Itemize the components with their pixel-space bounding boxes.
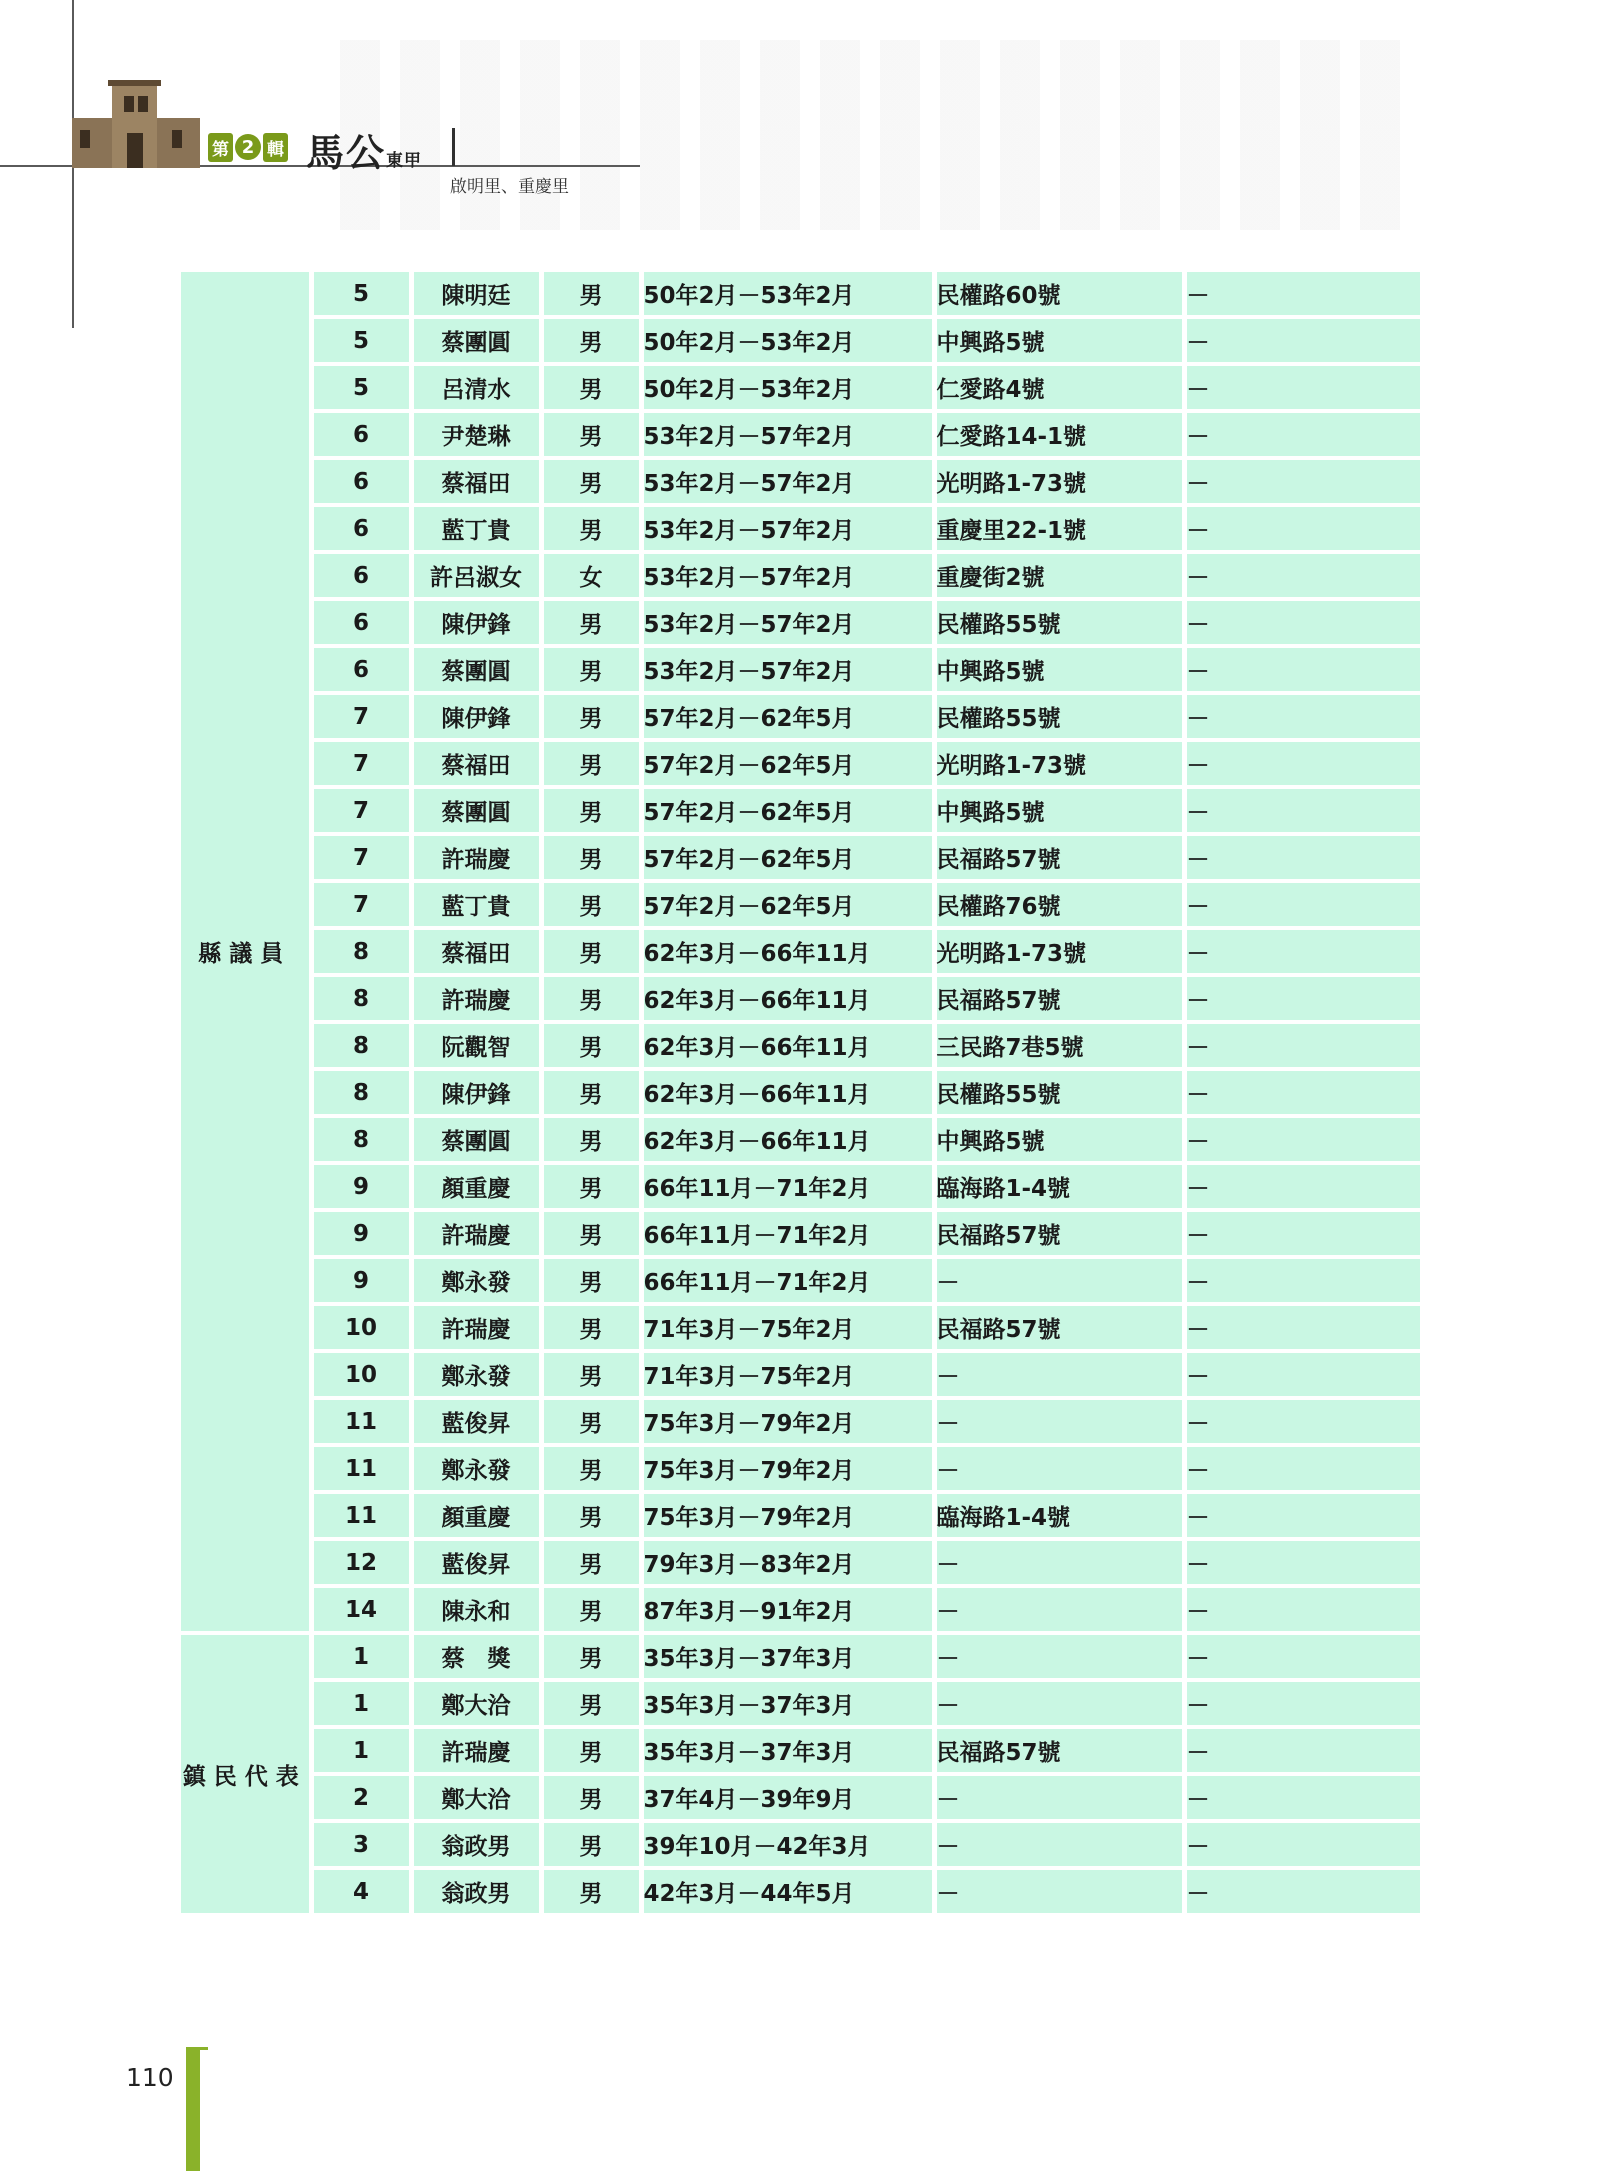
member-name: 藍丁貴 [411,505,541,552]
member-note: － [1184,1351,1420,1398]
table-row [181,1116,1420,1163]
term-period: 42年3月－44年5月 [641,1868,934,1915]
member-address: － [934,1586,1184,1633]
chapter-badge [208,132,288,162]
member-name: 許瑞慶 [411,834,541,881]
term-number: 8 [311,928,411,975]
member-note: － [1184,740,1420,787]
member-address: 民權路55號 [934,693,1184,740]
term-period: 79年3月－83年2月 [641,1539,934,1586]
page-number: 110 [126,2063,174,2092]
term-number: 10 [311,1351,411,1398]
term-number: 11 [311,1445,411,1492]
term-period: 35年3月－37年3月 [641,1633,934,1680]
member-address: 仁愛路4號 [934,364,1184,411]
member-address: 民權路76號 [934,881,1184,928]
term-number: 9 [311,1257,411,1304]
member-name: 鄭永發 [411,1445,541,1492]
member-note: － [1184,881,1420,928]
member-address: 中興路5號 [934,1116,1184,1163]
term-period: 62年3月－66年11月 [641,975,934,1022]
term-period: 62年3月－66年11月 [641,1116,934,1163]
term-number: 11 [311,1398,411,1445]
term-period: 50年2月－53年2月 [641,272,934,317]
term-period: 71年3月－75年2月 [641,1304,934,1351]
member-name: 蔡 獎 [411,1633,541,1680]
term-number: 7 [311,787,411,834]
term-number: 4 [311,1868,411,1915]
term-period: 66年11月－71年2月 [641,1210,934,1257]
term-number: 7 [311,881,411,928]
member-address: 民福路57號 [934,1304,1184,1351]
member-sex: 男 [541,928,641,975]
member-note: － [1184,646,1420,693]
member-sex: 男 [541,411,641,458]
member-note: － [1184,1022,1420,1069]
table-row [181,1163,1420,1210]
member-note: － [1184,505,1420,552]
member-note: － [1184,1445,1420,1492]
member-address: － [934,1680,1184,1727]
member-address: － [934,1821,1184,1868]
member-note: － [1184,1257,1420,1304]
member-sex: 男 [541,787,641,834]
member-address: － [934,1774,1184,1821]
member-address: － [934,1398,1184,1445]
term-period: 57年2月－62年5月 [641,787,934,834]
term-period: 71年3月－75年2月 [641,1351,934,1398]
member-name: 顏重慶 [411,1492,541,1539]
term-period: 62年3月－66年11月 [641,928,934,975]
member-address: 重慶街2號 [934,552,1184,599]
member-name: 許呂淑女 [411,552,541,599]
member-address: － [934,1351,1184,1398]
member-name: 蔡福田 [411,928,541,975]
member-address: － [934,1445,1184,1492]
term-period: 53年2月－57年2月 [641,646,934,693]
member-sex: 男 [541,646,641,693]
member-sex: 男 [541,1257,641,1304]
member-name: 許瑞慶 [411,1304,541,1351]
member-name: 蔡團圓 [411,787,541,834]
term-number: 5 [311,317,411,364]
member-name: 蔡團圓 [411,317,541,364]
table-row [181,1351,1420,1398]
term-period: 75年3月－79年2月 [641,1445,934,1492]
member-address: 臨海路1-4號 [934,1492,1184,1539]
member-name: 許瑞慶 [411,1210,541,1257]
term-period: 57年2月－62年5月 [641,881,934,928]
term-number: 1 [311,1680,411,1727]
member-note: － [1184,834,1420,881]
term-number: 7 [311,740,411,787]
term-period: 66年11月－71年2月 [641,1163,934,1210]
member-sex: 男 [541,975,641,1022]
member-note: － [1184,364,1420,411]
section-subtitle: 啟明里、重慶里 [450,177,569,197]
book-title-main: 馬公 [306,130,387,175]
member-sex: 男 [541,693,641,740]
member-address: － [934,1633,1184,1680]
table-row [181,646,1420,693]
title-divider [452,128,455,166]
table-row [181,599,1420,646]
member-sex: 男 [541,317,641,364]
table-row [181,1069,1420,1116]
member-name: 藍俊昇 [411,1398,541,1445]
member-note: － [1184,1492,1420,1539]
member-name: 蔡福田 [411,740,541,787]
chapter-prefix: 第 [208,133,233,162]
term-period: 66年11月－71年2月 [641,1257,934,1304]
member-sex: 男 [541,1680,641,1727]
table-row [181,693,1420,740]
term-period: 50年2月－53年2月 [641,364,934,411]
table-row [181,317,1420,364]
member-sex: 男 [541,505,641,552]
member-note: － [1184,1727,1420,1774]
member-address: 民權路55號 [934,599,1184,646]
member-sex: 男 [541,1821,641,1868]
table-row [181,881,1420,928]
table-row [181,975,1420,1022]
table-row [181,834,1420,881]
member-address: 光明路1-73號 [934,928,1184,975]
table-row [181,505,1420,552]
table-row [181,1257,1420,1304]
role-label: 縣議員 [181,272,311,1633]
member-name: 呂清水 [411,364,541,411]
member-sex: 男 [541,1445,641,1492]
member-note: － [1184,975,1420,1022]
member-name: 蔡團圓 [411,1116,541,1163]
member-sex: 男 [541,881,641,928]
member-address: 臨海路1-4號 [934,1163,1184,1210]
chapter-suffix: 輯 [263,133,288,162]
member-note: － [1184,411,1420,458]
member-address: 中興路5號 [934,787,1184,834]
member-sex: 男 [541,1210,641,1257]
member-note: － [1184,317,1420,364]
footer-accent-bar [186,2050,200,2171]
term-period: 53年2月－57年2月 [641,505,934,552]
table-row [181,1586,1420,1633]
term-number: 7 [311,693,411,740]
member-note: － [1184,1868,1420,1915]
member-address: 光明路1-73號 [934,458,1184,505]
member-note: － [1184,1304,1420,1351]
member-name: 陳明廷 [411,272,541,317]
term-period: 35年3月－37年3月 [641,1727,934,1774]
member-address: 三民路7巷5號 [934,1022,1184,1069]
term-period: 75年3月－79年2月 [641,1398,934,1445]
member-note: － [1184,599,1420,646]
term-period: 62年3月－66年11月 [641,1069,934,1116]
term-period: 57年2月－62年5月 [641,693,934,740]
term-number: 6 [311,505,411,552]
table-row [181,1445,1420,1492]
member-note: － [1184,1821,1420,1868]
term-number: 5 [311,272,411,317]
term-number: 10 [311,1304,411,1351]
representatives-table [181,272,1420,1917]
member-name: 鄭大洽 [411,1680,541,1727]
term-period: 53年2月－57年2月 [641,411,934,458]
member-name: 陳伊鋒 [411,599,541,646]
term-number: 9 [311,1210,411,1257]
table-row [181,1868,1420,1915]
member-address: 仁愛路14-1號 [934,411,1184,458]
table-row [181,1304,1420,1351]
member-sex: 男 [541,599,641,646]
member-note: － [1184,1398,1420,1445]
term-period: 37年4月－39年9月 [641,1774,934,1821]
member-note: － [1184,1586,1420,1633]
term-number: 5 [311,364,411,411]
term-number: 2 [311,1774,411,1821]
member-name: 鄭永發 [411,1257,541,1304]
term-number: 11 [311,1492,411,1539]
member-note: － [1184,458,1420,505]
table-row [181,787,1420,834]
member-note: － [1184,1069,1420,1116]
term-number: 8 [311,975,411,1022]
table-row [181,552,1420,599]
member-note: － [1184,1210,1420,1257]
term-number: 3 [311,1821,411,1868]
table-row [181,272,1420,317]
member-address: 中興路5號 [934,646,1184,693]
member-address: 重慶里22-1號 [934,505,1184,552]
term-number: 8 [311,1069,411,1116]
member-note: － [1184,928,1420,975]
member-name: 許瑞慶 [411,1727,541,1774]
member-address: 民福路57號 [934,1210,1184,1257]
term-number: 7 [311,834,411,881]
member-sex: 男 [541,740,641,787]
member-note: － [1184,693,1420,740]
member-address: 民福路57號 [934,834,1184,881]
term-period: 53年2月－57年2月 [641,599,934,646]
member-sex: 男 [541,1868,641,1915]
term-period: 53年2月－57年2月 [641,552,934,599]
member-sex: 男 [541,1774,641,1821]
table-row [181,1727,1420,1774]
member-address: 民權路60號 [934,272,1184,317]
member-sex: 男 [541,1539,641,1586]
member-sex: 男 [541,1351,641,1398]
member-note: － [1184,1633,1420,1680]
member-sex: 男 [541,834,641,881]
member-sex: 男 [541,1586,641,1633]
member-sex: 男 [541,1492,641,1539]
member-sex: 男 [541,1163,641,1210]
term-period: 53年2月－57年2月 [641,458,934,505]
term-number: 8 [311,1116,411,1163]
member-note: － [1184,1539,1420,1586]
chapter-number: 2 [235,134,261,160]
member-sex: 男 [541,1022,641,1069]
member-address: 中興路5號 [934,317,1184,364]
member-name: 翁政男 [411,1868,541,1915]
term-period: 75年3月－79年2月 [641,1492,934,1539]
term-number: 6 [311,458,411,505]
member-name: 鄭永發 [411,1351,541,1398]
member-address: 民福路57號 [934,975,1184,1022]
term-number: 6 [311,552,411,599]
member-name: 陳伊鋒 [411,1069,541,1116]
table-row [181,1022,1420,1069]
member-name: 陳伊鋒 [411,693,541,740]
member-sex: 女 [541,552,641,599]
member-sex: 男 [541,1633,641,1680]
table-row [181,364,1420,411]
term-number: 1 [311,1727,411,1774]
table-row [181,740,1420,787]
term-period: 50年2月－53年2月 [641,317,934,364]
term-period: 35年3月－37年3月 [641,1680,934,1727]
member-name: 許瑞慶 [411,975,541,1022]
member-address: 民福路57號 [934,1727,1184,1774]
table-row [181,928,1420,975]
member-address: － [934,1257,1184,1304]
member-name: 鄭大洽 [411,1774,541,1821]
member-sex: 男 [541,1116,641,1163]
member-name: 尹楚琳 [411,411,541,458]
member-note: － [1184,1680,1420,1727]
table-row [181,1633,1420,1680]
term-period: 57年2月－62年5月 [641,740,934,787]
book-title [306,122,422,177]
table-row [181,411,1420,458]
member-sex: 男 [541,1398,641,1445]
member-address: － [934,1868,1184,1915]
member-address: － [934,1539,1184,1586]
term-number: 1 [311,1633,411,1680]
role-label: 鎮民代表 [181,1633,311,1915]
table-row [181,1210,1420,1257]
member-sex: 男 [541,272,641,317]
building-photo [72,78,200,168]
term-period: 62年3月－66年11月 [641,1022,934,1069]
term-number: 14 [311,1586,411,1633]
member-note: － [1184,1116,1420,1163]
member-sex: 男 [541,1727,641,1774]
term-period: 57年2月－62年5月 [641,834,934,881]
member-note: － [1184,1774,1420,1821]
term-number: 8 [311,1022,411,1069]
member-name: 陳永和 [411,1586,541,1633]
member-name: 翁政男 [411,1821,541,1868]
term-number: 12 [311,1539,411,1586]
table-row [181,1821,1420,1868]
member-address: 民權路55號 [934,1069,1184,1116]
member-name: 顏重慶 [411,1163,541,1210]
book-title-small: 東甲 [386,151,423,171]
faded-header-background [340,40,1420,230]
table-row [181,458,1420,505]
member-note: － [1184,552,1420,599]
member-sex: 男 [541,458,641,505]
table-row [181,1680,1420,1727]
member-name: 蔡團圓 [411,646,541,693]
member-sex: 男 [541,364,641,411]
member-note: － [1184,1163,1420,1210]
member-name: 阮觀智 [411,1022,541,1069]
member-name: 藍俊昇 [411,1539,541,1586]
member-address: 光明路1-73號 [934,740,1184,787]
member-sex: 男 [541,1069,641,1116]
term-number: 6 [311,411,411,458]
table-row [181,1774,1420,1821]
member-name: 蔡福田 [411,458,541,505]
member-note: － [1184,272,1420,317]
member-note: － [1184,787,1420,834]
table-row [181,1398,1420,1445]
term-number: 6 [311,646,411,693]
term-number: 6 [311,599,411,646]
member-sex: 男 [541,1304,641,1351]
term-period: 39年10月－42年3月 [641,1821,934,1868]
member-name: 藍丁貴 [411,881,541,928]
table-row [181,1539,1420,1586]
term-number: 9 [311,1163,411,1210]
term-period: 87年3月－91年2月 [641,1586,934,1633]
table-row [181,1492,1420,1539]
